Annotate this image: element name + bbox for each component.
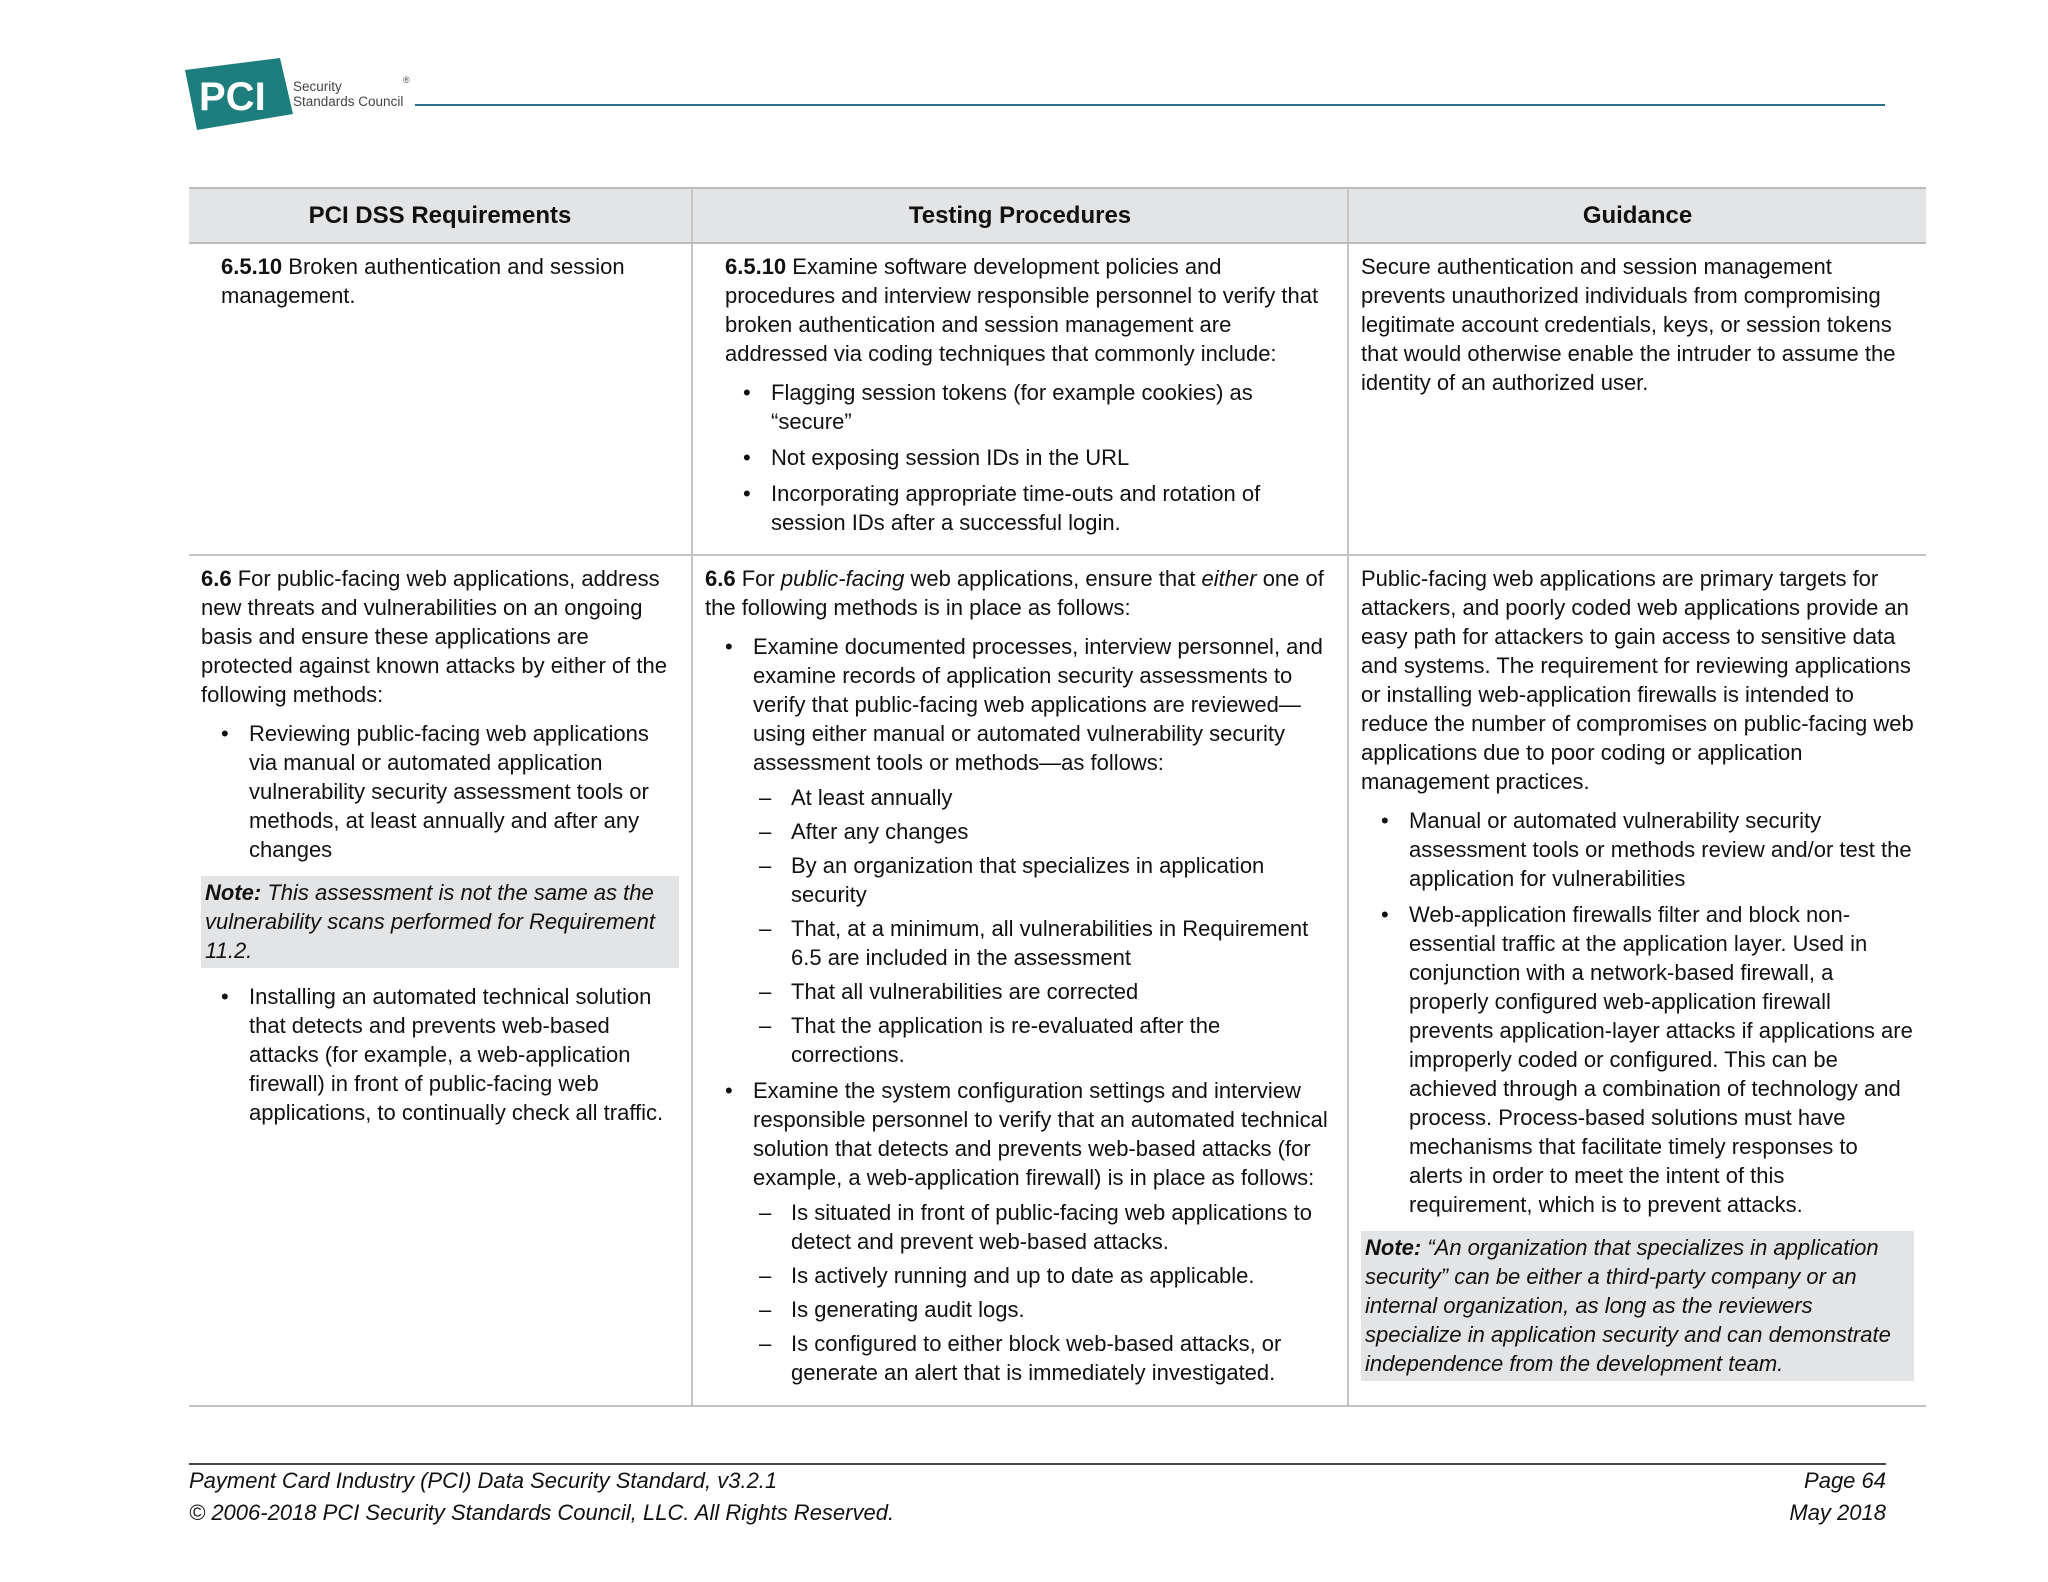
list-item: – Is situated in front of public-facing web applications to detect and prevent web-based attacks. <box>791 1198 1335 1256</box>
req-6-5-10-number: 6.5.10 <box>221 254 283 279</box>
test-6-5-10-body: Examine software development policies and procedures and interview responsible personnel to verify that broken authentication and session management are addressed via coding techniques that commonly include: <box>725 254 1319 366</box>
list-item: • Incorporating appropriate time-outs and rotation of session IDs after a successful login. <box>771 479 1335 537</box>
footer-document-title: Payment Card Industry (PCI) Data Security Standard, v3.2.1 <box>189 1468 778 1493</box>
table-row <box>189 243 1926 555</box>
test-cell-6-5-10 <box>692 243 1348 555</box>
req-cell-6-5-10 <box>189 243 692 555</box>
test-6-6-bullet-1-text: Examine documented processes, interview personnel, and examine records of application security assessments to verify that public-facing web applications are reviewed—using either manual or automated vulnerability security assessment tools or methods—as follows: <box>753 634 1323 775</box>
test-6-5-10-number: 6.5.10 <box>725 254 787 279</box>
requirements-table <box>189 187 1926 1407</box>
test-6-5-10-text <box>705 252 1335 368</box>
test-6-5-10-bullets <box>705 378 1335 537</box>
test-6-6-mid: web applications, ensure that <box>904 566 1202 591</box>
test-6-6-text <box>705 564 1335 622</box>
list-item <box>753 1076 1335 1387</box>
logo-line-2: Standards Council <box>293 94 404 109</box>
test-6-6-em-public: public-facing <box>780 566 905 591</box>
guidance-cell-6-5-10 <box>1348 243 1926 555</box>
footer-page-number: Page 64 <box>1804 1468 1886 1493</box>
test-6-6-post: one of the following methods is in place as follows: <box>705 566 1324 620</box>
guidance-cell-6-6 <box>1348 555 1926 1406</box>
list-item: – That, at a minimum, all vulnerabilities in Requirement 6.5 are included in the assessment <box>791 914 1335 972</box>
list-item: – Is configured to either block web-based attacks, or generate an alert that is immediately investigated. <box>791 1329 1335 1387</box>
list-item: • Manual or automated vulnerability security assessment tools or methods review and/or test the application for vulnerabilities <box>1409 806 1914 893</box>
header-testing-procedures: Testing Procedures <box>692 188 1348 243</box>
list-item <box>753 632 1335 1069</box>
note-label: Note: <box>205 880 262 905</box>
guidance-6-5-10-text: Secure authentication and session management prevents unauthorized individuals from compromising legitimate account credentials, keys, or session tokens that would otherwise enable the intruder to assume the identity of an authorized user. <box>1361 254 1896 395</box>
req-6-5-10-text <box>201 252 679 310</box>
list-item: – By an organization that specializes in application security <box>791 851 1335 909</box>
page-footer <box>189 1463 1886 1529</box>
header-requirements: PCI DSS Requirements <box>189 188 692 243</box>
registered-mark: ® <box>403 75 410 85</box>
list-item: – Is actively running and up to date as applicable. <box>791 1261 1335 1290</box>
req-6-5-10-body: Broken authentication and session management. <box>221 254 625 308</box>
list-item: • Web-application firewalls filter and block non-essential traffic at the application layer. Used in conjunction with a network-based firewall, a properly configured web-application firewall prevents application-layer attacks if applications are improperly coded or configured. This can be achieved through a combination of technology and process. Process-based solutions must have mechanisms that facilitate timely responses to alerts in order to meet the intent of this requirement, which is to prevent attacks. <box>1409 900 1914 1219</box>
table-row <box>189 555 1926 1406</box>
header-guidance: Guidance <box>1348 188 1926 243</box>
test-6-6-em-either: either <box>1201 566 1257 591</box>
test-6-6-pre: For <box>735 566 781 591</box>
pci-logo-mark-icon <box>185 58 293 130</box>
req-6-6-number: 6.6 <box>201 566 232 591</box>
list-item: • Not exposing session IDs in the URL <box>771 443 1335 472</box>
test-6-6-bullet-1-dashes <box>753 783 1335 1069</box>
test-6-6-bullet-2-text: Examine the system configuration settings and interview responsible personnel to verify that an automated technical solution that detects and prevents web-based attacks (for example, a web-application firewall) is in place as follows: <box>753 1078 1328 1190</box>
footer-date: May 2018 <box>1789 1500 1886 1525</box>
list-item: – That all vulnerabilities are corrected <box>791 977 1335 1006</box>
logo-line-1: Security <box>293 79 342 94</box>
guidance-6-6-bullets <box>1361 806 1914 1219</box>
list-item: • Installing an automated technical solution that detects and prevents web-based attacks (for example, a web-application firewall) in front of public-facing web applications, to continually check all traffic. <box>249 982 679 1127</box>
guidance-6-6-intro: Public-facing web applications are primary targets for attackers, and poorly coded web applications provide an easy path for attackers to gain access to sensitive data and systems. The requirement for reviewing applications or installing web-application firewalls is intended to reduce the number of compromises on public-facing web applications due to poor coding or application management practices. <box>1361 566 1914 794</box>
test-6-6-bullet-2-dashes <box>753 1198 1335 1387</box>
page-header <box>185 58 1885 138</box>
req-6-6-body: For public-facing web applications, address new threats and vulnerabilities on an ongoing basis and ensure these applications are protected against known attacks by either of the following methods: <box>201 566 667 707</box>
note-text: This assessment is not the same as the vulnerability scans performed for Requirement 11.2. <box>205 880 655 963</box>
list-item: – That the application is re-evaluated after the corrections. <box>791 1011 1335 1069</box>
req-6-6-text <box>201 564 679 709</box>
req-6-6-bullets-a <box>201 719 679 864</box>
footer-line-2 <box>189 1497 1886 1529</box>
test-6-6-bullets <box>705 632 1335 1387</box>
logo-mark-text: PCI <box>199 75 266 119</box>
note-label: Note: <box>1365 1235 1422 1260</box>
list-item: • Reviewing public-facing web applications via manual or automated application vulnerability security assessment tools or methods, at least annually and after any changes <box>249 719 679 864</box>
footer-copyright: © 2006-2018 PCI Security Standards Council, LLC. All Rights Reserved. <box>189 1500 895 1525</box>
test-cell-6-6 <box>692 555 1348 1406</box>
header-rule <box>415 104 1885 106</box>
list-item: • Flagging session tokens (for example cookies) as “secure” <box>771 378 1335 436</box>
list-item: – Is generating audit logs. <box>791 1295 1335 1324</box>
note-text: “An organization that specializes in application security” can be either a third-party company or an internal organization, as long as the reviewers specialize in application security and can demonstrate independence from the development team. <box>1365 1235 1891 1376</box>
req-6-6-note <box>201 876 679 968</box>
req-6-6-bullets-b <box>201 982 679 1127</box>
logo-wordmark <box>293 79 403 109</box>
list-item: – After any changes <box>791 817 1335 846</box>
list-item: – At least annually <box>791 783 1335 812</box>
table-header-row <box>189 188 1926 243</box>
pci-logo <box>185 58 425 133</box>
req-cell-6-6 <box>189 555 692 1406</box>
test-6-6-number: 6.6 <box>705 566 736 591</box>
guidance-6-6-note <box>1361 1231 1914 1381</box>
footer-line-1 <box>189 1465 1886 1497</box>
